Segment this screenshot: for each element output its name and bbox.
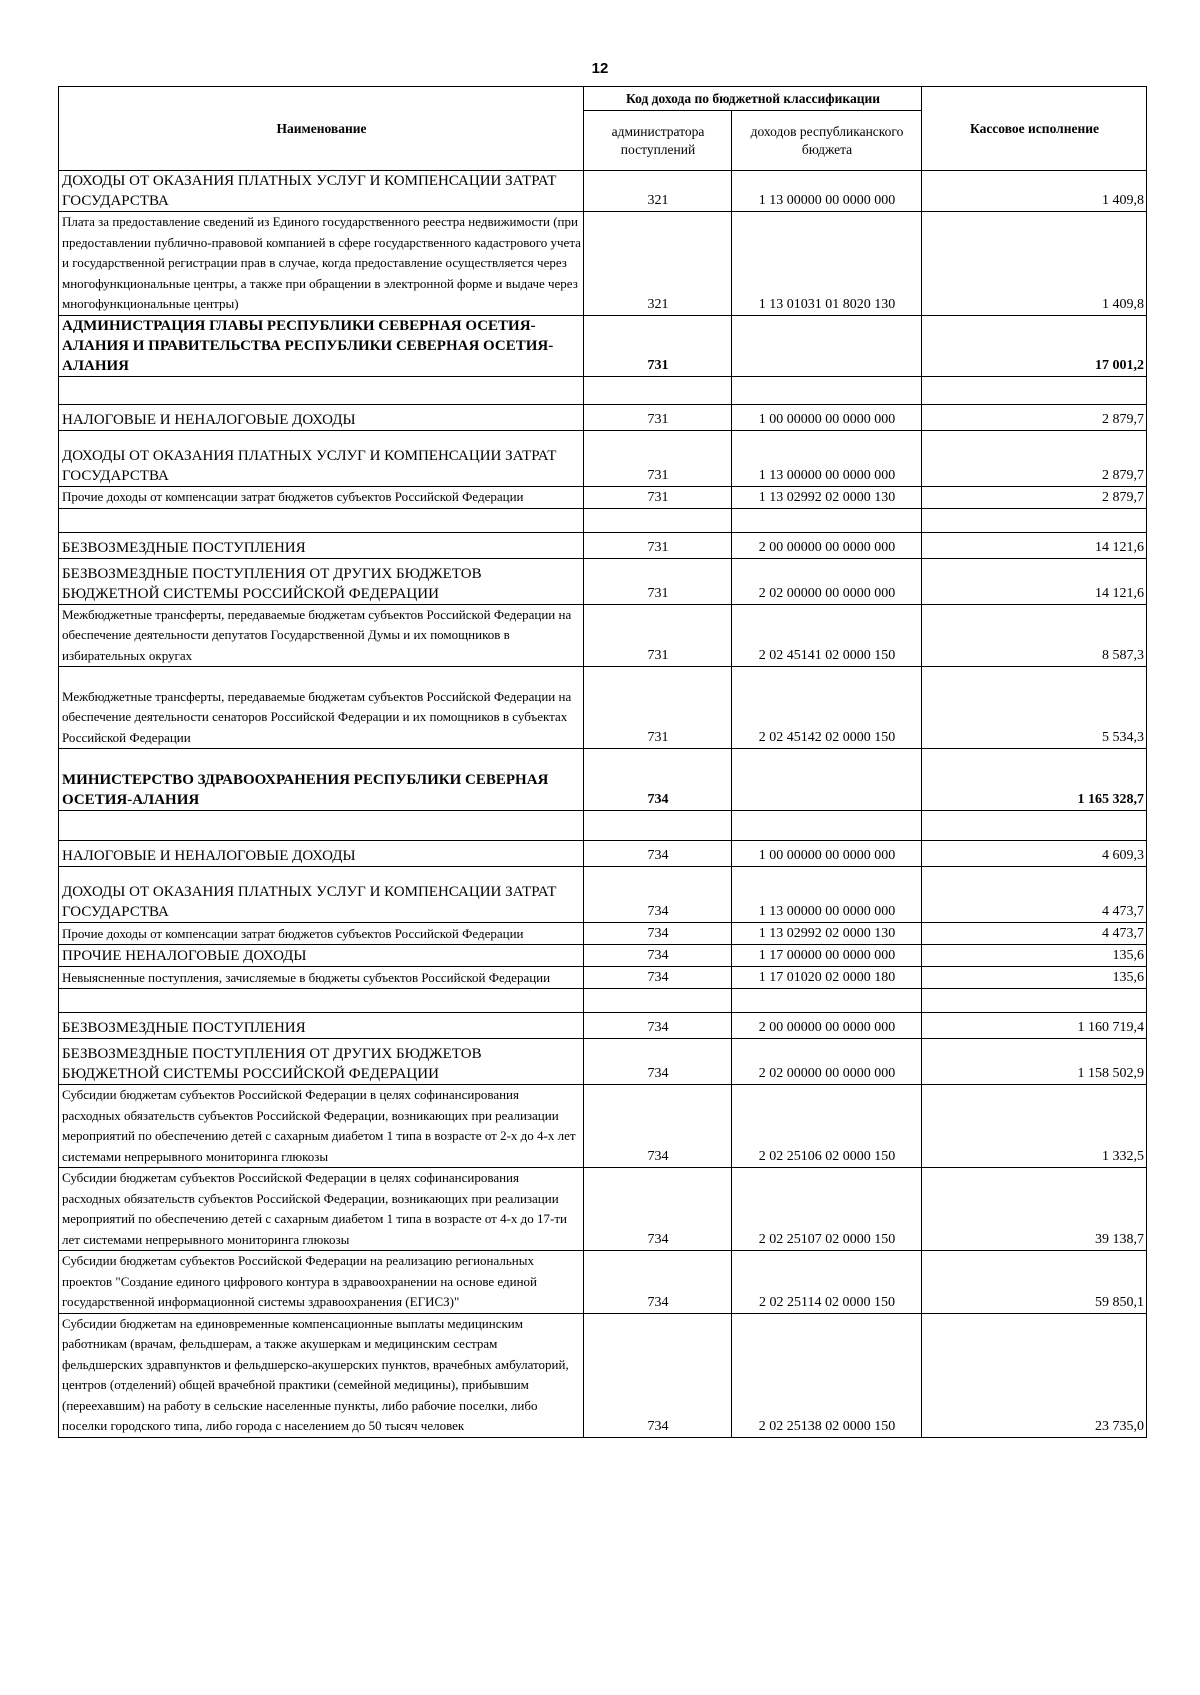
- row-income-code: [732, 749, 922, 811]
- row-admin-code: [584, 376, 732, 404]
- header-amount: Кассовое исполнение: [922, 87, 1147, 171]
- table-row: [59, 508, 1147, 532]
- row-income-code: [732, 811, 922, 841]
- row-name: БЕЗВОЗМЕЗДНЫЕ ПОСТУПЛЕНИЯ ОТ ДРУГИХ БЮДЖЕТОВ БЮДЖЕТНОЙ СИСТЕМЫ РОССИЙСКОЙ ФЕДЕРАЦИИ: [59, 1039, 584, 1085]
- row-income-code: 2 02 45141 02 0000 150: [732, 604, 922, 667]
- row-amount: 39 138,7: [922, 1168, 1147, 1251]
- row-amount: [922, 376, 1147, 404]
- row-income-code: 2 00 00000 00 0000 000: [732, 532, 922, 558]
- row-admin-code: 321: [584, 212, 732, 316]
- row-amount: 135,6: [922, 945, 1147, 967]
- row-admin-code: 734: [584, 1013, 732, 1039]
- row-income-code: 2 02 00000 00 0000 000: [732, 558, 922, 604]
- row-amount: 14 121,6: [922, 532, 1147, 558]
- row-name: АДМИНИСТРАЦИЯ ГЛАВЫ РЕСПУБЛИКИ СЕВЕРНАЯ ОСЕТИЯ-АЛАНИЯ И ПРАВИТЕЛЬСТВА РЕСПУБЛИКИ СЕВЕРНАЯ ОСЕТИЯ-АЛАНИЯ: [59, 315, 584, 376]
- row-admin-code: 321: [584, 171, 732, 212]
- row-name: [59, 811, 584, 841]
- row-name: Субсидии бюджетам на единовременные компенсационные выплаты медицинским работникам (врачам, фельдшерам, а также акушеркам и медицинским сестрам фельдшерских здравпунктов и фельдшерско-акушерских пунктов, врачебных амбулаторий, центров (отделений) общей врачебной практики (семейной медицины), прибывшим (переехавшим) на работу в сельские населенные пункты, либо рабочие поселки, либо поселки городского типа, либо города с населением до 50 тысяч человек: [59, 1313, 584, 1437]
- row-name: Плата за предоставление сведений из Единого государственного реестра недвижимости (при предоставлении публично-правовой компанией в сфере государственного кадастрового учета и государственной регистрации прав в случае, когда предоставление осуществляется через многофункциональные центры, а также при обращении в электронной форме и выдаче через многофункциональные центры): [59, 212, 584, 316]
- table-header: [59, 87, 1147, 171]
- table-row: [59, 1251, 1147, 1314]
- row-name: Межбюджетные трансферты, передаваемые бюджетам субъектов Российской Федерации на обеспечение деятельности депутатов Государственной Думы и их помощников в избирательных округах: [59, 604, 584, 667]
- table-row: [59, 1039, 1147, 1085]
- row-name: [59, 508, 584, 532]
- row-income-code: 1 00 00000 00 0000 000: [732, 404, 922, 430]
- row-income-code: [732, 989, 922, 1013]
- row-income-code: 2 02 25114 02 0000 150: [732, 1251, 922, 1314]
- row-admin-code: 734: [584, 923, 732, 945]
- row-income-code: 2 02 45142 02 0000 150: [732, 667, 922, 749]
- table-row: [59, 989, 1147, 1013]
- row-admin-code: 734: [584, 1313, 732, 1437]
- row-name: МИНИСТЕРСТВО ЗДРАВООХРАНЕНИЯ РЕСПУБЛИКИ СЕВЕРНАЯ ОСЕТИЯ-АЛАНИЯ: [59, 749, 584, 811]
- row-admin-code: 734: [584, 841, 732, 867]
- table-row: [59, 1085, 1147, 1168]
- table-row: [59, 667, 1147, 749]
- table-row: [59, 315, 1147, 376]
- row-amount: 1 332,5: [922, 1085, 1147, 1168]
- row-income-code: 1 13 01031 01 8020 130: [732, 212, 922, 316]
- row-income-code: 2 02 25107 02 0000 150: [732, 1168, 922, 1251]
- header-classification: Код дохода по бюджетной классификации: [584, 87, 922, 111]
- row-admin-code: 731: [584, 558, 732, 604]
- table-row: [59, 967, 1147, 989]
- table-row: [59, 923, 1147, 945]
- header-admin: администратора поступлений: [584, 111, 732, 171]
- row-amount: 2 879,7: [922, 430, 1147, 486]
- row-income-code: 2 02 00000 00 0000 000: [732, 1039, 922, 1085]
- row-income-code: [732, 508, 922, 532]
- row-admin-code: 731: [584, 667, 732, 749]
- table-row: [59, 532, 1147, 558]
- row-admin-code: 731: [584, 604, 732, 667]
- row-amount: 1 409,8: [922, 171, 1147, 212]
- row-income-code: 1 13 02992 02 0000 130: [732, 486, 922, 508]
- row-income-code: 2 00 00000 00 0000 000: [732, 1013, 922, 1039]
- table-row: [59, 376, 1147, 404]
- row-amount: 4 609,3: [922, 841, 1147, 867]
- row-admin-code: 731: [584, 404, 732, 430]
- row-amount: 4 473,7: [922, 867, 1147, 923]
- row-amount: 135,6: [922, 967, 1147, 989]
- table-row: [59, 811, 1147, 841]
- table-row: [59, 1313, 1147, 1437]
- row-name: Субсидии бюджетам субъектов Российской Федерации в целях софинансирования расходных обязательств субъектов Российской Федерации, возникающих при реализации мероприятий по обеспечению детей с сахарным диабетом 1 типа в возрасте от 2-х до 4-х лет системами непрерывного мониторинга глюкозы: [59, 1085, 584, 1168]
- row-amount: 1 409,8: [922, 212, 1147, 316]
- table-row: [59, 404, 1147, 430]
- header-income: доходов республиканского бюджета: [732, 111, 922, 171]
- row-income-code: 1 13 00000 00 0000 000: [732, 867, 922, 923]
- row-income-code: [732, 376, 922, 404]
- table-row: [59, 430, 1147, 486]
- table-row: [59, 1013, 1147, 1039]
- row-admin-code: [584, 811, 732, 841]
- table-row: [59, 171, 1147, 212]
- row-amount: 2 879,7: [922, 404, 1147, 430]
- row-admin-code: 731: [584, 315, 732, 376]
- table-row: [59, 212, 1147, 316]
- table-row: [59, 486, 1147, 508]
- table-row: [59, 867, 1147, 923]
- row-name: Прочие доходы от компенсации затрат бюджетов субъектов Российской Федерации: [59, 486, 584, 508]
- row-amount: 23 735,0: [922, 1313, 1147, 1437]
- row-income-code: 1 17 00000 00 0000 000: [732, 945, 922, 967]
- row-admin-code: 734: [584, 945, 732, 967]
- row-amount: [922, 508, 1147, 532]
- row-amount: 8 587,3: [922, 604, 1147, 667]
- row-amount: 1 158 502,9: [922, 1039, 1147, 1085]
- row-amount: 5 534,3: [922, 667, 1147, 749]
- row-income-code: 2 02 25138 02 0000 150: [732, 1313, 922, 1437]
- row-amount: 4 473,7: [922, 923, 1147, 945]
- row-admin-code: 734: [584, 1168, 732, 1251]
- row-admin-code: 734: [584, 1085, 732, 1168]
- row-name: Межбюджетные трансферты, передаваемые бюджетам субъектов Российской Федерации на обеспечение деятельности сенаторов Российской Федерации и их помощников в субъектах Российской Федерации: [59, 667, 584, 749]
- row-admin-code: 734: [584, 867, 732, 923]
- row-income-code: 1 13 00000 00 0000 000: [732, 171, 922, 212]
- row-admin-code: 731: [584, 532, 732, 558]
- table-row: [59, 841, 1147, 867]
- row-name: НАЛОГОВЫЕ И НЕНАЛОГОВЫЕ ДОХОДЫ: [59, 404, 584, 430]
- row-name: НАЛОГОВЫЕ И НЕНАЛОГОВЫЕ ДОХОДЫ: [59, 841, 584, 867]
- table-row: [59, 604, 1147, 667]
- table-row: [59, 945, 1147, 967]
- row-admin-code: 734: [584, 1039, 732, 1085]
- row-name: БЕЗВОЗМЕЗДНЫЕ ПОСТУПЛЕНИЯ: [59, 532, 584, 558]
- row-name: Прочие доходы от компенсации затрат бюджетов субъектов Российской Федерации: [59, 923, 584, 945]
- row-admin-code: [584, 508, 732, 532]
- row-amount: [922, 811, 1147, 841]
- row-name: ДОХОДЫ ОТ ОКАЗАНИЯ ПЛАТНЫХ УСЛУГ И КОМПЕНСАЦИИ ЗАТРАТ ГОСУДАРСТВА: [59, 430, 584, 486]
- row-income-code: [732, 315, 922, 376]
- row-name: Невыясненные поступления, зачисляемые в бюджеты субъектов Российской Федерации: [59, 967, 584, 989]
- row-name: Субсидии бюджетам субъектов Российской Федерации на реализацию региональных проектов "Создание единого цифрового контура в здравоохранении на основе единой государственной информационной системы здравоохранения (ЕГИСЗ)": [59, 1251, 584, 1314]
- table-row: [59, 558, 1147, 604]
- row-amount: 59 850,1: [922, 1251, 1147, 1314]
- row-amount: 1 160 719,4: [922, 1013, 1147, 1039]
- row-admin-code: [584, 989, 732, 1013]
- row-admin-code: 731: [584, 430, 732, 486]
- table-body: [59, 171, 1147, 1438]
- row-admin-code: 731: [584, 486, 732, 508]
- row-admin-code: 734: [584, 749, 732, 811]
- row-name: БЕЗВОЗМЕЗДНЫЕ ПОСТУПЛЕНИЯ: [59, 1013, 584, 1039]
- row-amount: 17 001,2: [922, 315, 1147, 376]
- row-name: ДОХОДЫ ОТ ОКАЗАНИЯ ПЛАТНЫХ УСЛУГ И КОМПЕНСАЦИИ ЗАТРАТ ГОСУДАРСТВА: [59, 171, 584, 212]
- row-admin-code: 734: [584, 967, 732, 989]
- row-amount: 14 121,6: [922, 558, 1147, 604]
- row-name: БЕЗВОЗМЕЗДНЫЕ ПОСТУПЛЕНИЯ ОТ ДРУГИХ БЮДЖЕТОВ БЮДЖЕТНОЙ СИСТЕМЫ РОССИЙСКОЙ ФЕДЕРАЦИИ: [59, 558, 584, 604]
- page-number: 12: [591, 60, 609, 77]
- row-income-code: 1 13 02992 02 0000 130: [732, 923, 922, 945]
- row-amount: [922, 989, 1147, 1013]
- table-row: [59, 749, 1147, 811]
- row-name: Субсидии бюджетам субъектов Российской Федерации в целях софинансирования расходных обязательств субъектов Российской Федерации, возникающих при реализации мероприятий по обеспечению детей с сахарным диабетом 1 типа в возрасте от 4-х до 17-ти лет системами непрерывного мониторинга глюкозы: [59, 1168, 584, 1251]
- row-name: [59, 376, 584, 404]
- row-amount: 2 879,7: [922, 486, 1147, 508]
- row-income-code: 1 13 00000 00 0000 000: [732, 430, 922, 486]
- table-row: [59, 1168, 1147, 1251]
- revenue-table: [58, 86, 1147, 1438]
- row-name: ПРОЧИЕ НЕНАЛОГОВЫЕ ДОХОДЫ: [59, 945, 584, 967]
- row-income-code: 2 02 25106 02 0000 150: [732, 1085, 922, 1168]
- row-name: [59, 989, 584, 1013]
- row-income-code: 1 00 00000 00 0000 000: [732, 841, 922, 867]
- row-income-code: 1 17 01020 02 0000 180: [732, 967, 922, 989]
- row-name: ДОХОДЫ ОТ ОКАЗАНИЯ ПЛАТНЫХ УСЛУГ И КОМПЕНСАЦИИ ЗАТРАТ ГОСУДАРСТВА: [59, 867, 584, 923]
- row-admin-code: 734: [584, 1251, 732, 1314]
- header-name: Наименование: [59, 87, 584, 171]
- row-amount: 1 165 328,7: [922, 749, 1147, 811]
